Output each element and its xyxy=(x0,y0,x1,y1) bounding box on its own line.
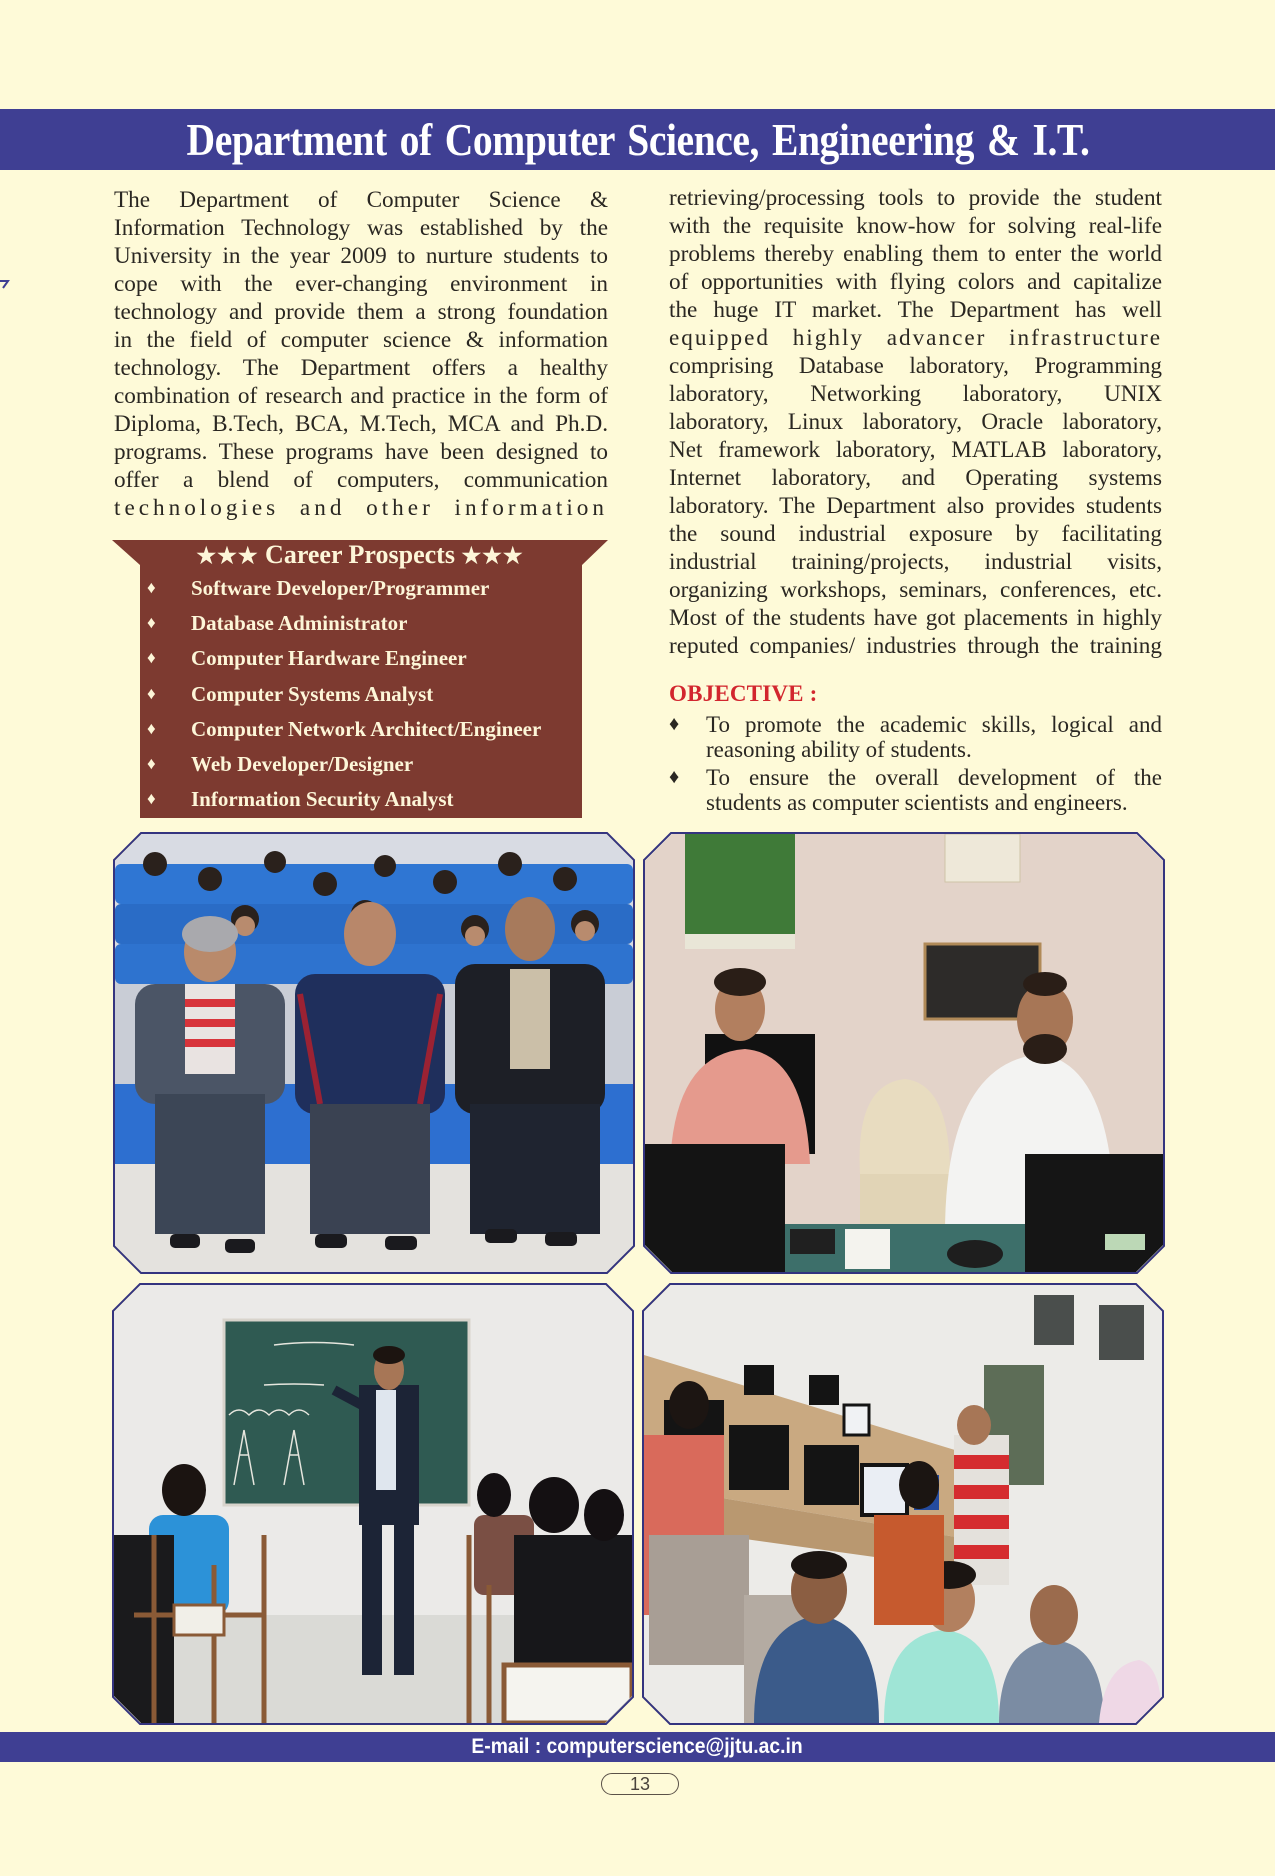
list-item: ♦ To promote the academic skills, logical and reasoning ability of students. xyxy=(669,712,1162,762)
intro-line: cope with the ever-changing environment in xyxy=(114,271,608,297)
list-item: ♦ Computer Systems Analyst xyxy=(147,676,541,711)
intro-line: The Department of Computer Science & xyxy=(114,187,608,213)
intro-line: combination of research and practice in the form of xyxy=(114,383,608,409)
intro-line: Diploma, B.Tech, BCA, M.Tech, MCA and Ph.D. xyxy=(114,411,608,437)
intro-line: problems thereby enabling them to enter the world xyxy=(669,241,1162,267)
objective-list xyxy=(669,712,1162,818)
intro-line: equipped highly advancer infrastructure xyxy=(669,325,1162,351)
list-item: ♦ Software Developer/Programmer xyxy=(147,570,541,605)
intro-line: Most of the students have got placements in highly xyxy=(669,605,1162,631)
intro-line: in the field of computer science & information xyxy=(114,327,608,353)
intro-line: industrial training/projects, industrial visits, xyxy=(669,549,1162,575)
intro-line: laboratory, Linux laboratory, Oracle laboratory, xyxy=(669,409,1162,435)
intro-line: the sound industrial exposure by facilitating xyxy=(669,521,1162,547)
title-banner xyxy=(0,109,1275,170)
intro-line: reputed companies/ industries through the training xyxy=(669,633,1162,659)
intro-line: Information Technology was established by the xyxy=(114,215,608,241)
intro-line: University in the year 2009 to nurture students to xyxy=(114,243,608,269)
intro-right-column xyxy=(669,184,1162,660)
footer-email: E-mail : computerscience@jjtu.ac.in xyxy=(471,1735,804,1758)
career-list xyxy=(147,570,541,817)
intro-line: the huge IT market. The Department has well xyxy=(669,297,1162,323)
diamond-bullet-icon: ♦ xyxy=(147,718,156,738)
diamond-bullet-icon: ♦ xyxy=(147,754,156,774)
diamond-bullet-icon: ♦ xyxy=(147,577,156,597)
photo-auditorium xyxy=(113,832,635,1274)
footer-banner xyxy=(0,1732,1275,1762)
intro-line: technologies and other information xyxy=(114,495,608,521)
intro-line: technology. The Department offers a healthy xyxy=(114,355,608,381)
intro-line: Internet laboratory, and Operating systems xyxy=(669,465,1162,491)
diamond-bullet-icon: ♦ xyxy=(147,683,156,703)
list-item: ♦ Computer Hardware Engineer xyxy=(147,641,541,676)
intro-line: retrieving/processing tools to provide the student xyxy=(669,185,1162,211)
intro-line: of opportunities with flying colors and capitalize xyxy=(669,269,1162,295)
photo-classroom-lecture xyxy=(112,1283,634,1725)
photo-computer-lab xyxy=(642,1283,1164,1725)
intro-line: offer a blend of computers, communication xyxy=(114,467,608,493)
list-item: ♦ Web Developer/Designer xyxy=(147,746,541,781)
intro-line: programs. These programs have been designed to xyxy=(114,439,608,465)
objective-heading: OBJECTIVE : xyxy=(669,681,818,706)
photo-image xyxy=(115,834,633,1272)
list-item: ♦ To ensure the overall development of the students as computer scientists and engineers. xyxy=(669,765,1162,815)
intro-line: laboratory. The Department also provides students xyxy=(669,493,1162,519)
diamond-bullet-icon: ♦ xyxy=(669,766,680,788)
stars-icon: ★★★ xyxy=(196,543,259,568)
intro-line: comprising Database laboratory, Programming xyxy=(669,353,1162,379)
page-number: 13 xyxy=(601,1773,679,1795)
intro-line: with the requisite know-how for solving real-life xyxy=(669,213,1162,239)
career-title xyxy=(112,540,608,570)
list-item: ♦ Database Administrator xyxy=(147,605,541,640)
intro-line: organizing workshops, seminars, conferences, etc. xyxy=(669,577,1162,603)
intro-line: laboratory, Networking laboratory, UNIX xyxy=(669,381,1162,407)
page-title: Department of Computer Science, Engineering & I.T. xyxy=(186,114,1089,165)
margin-mark-icon xyxy=(0,278,12,290)
diamond-bullet-icon: ♦ xyxy=(147,612,156,632)
list-item: ♦ Information Security Analyst xyxy=(147,782,541,817)
diamond-bullet-icon: ♦ xyxy=(147,648,156,668)
diamond-bullet-icon: ♦ xyxy=(669,713,680,735)
intro-left-column xyxy=(114,186,608,522)
photo-image xyxy=(114,1285,632,1723)
intro-line: Net framework laboratory, MATLAB laboratory, xyxy=(669,437,1162,463)
stars-icon: ★★★ xyxy=(461,543,524,568)
career-title-text: Career Prospects xyxy=(265,540,455,569)
photo-image xyxy=(645,834,1163,1272)
diamond-bullet-icon: ♦ xyxy=(147,789,156,809)
list-item: ♦ Computer Network Architect/Engineer xyxy=(147,711,541,746)
career-prospects-box xyxy=(112,540,608,818)
photo-computer-office xyxy=(643,832,1165,1274)
intro-line: technology and provide them a strong foundation xyxy=(114,299,608,325)
photo-image xyxy=(644,1285,1162,1723)
